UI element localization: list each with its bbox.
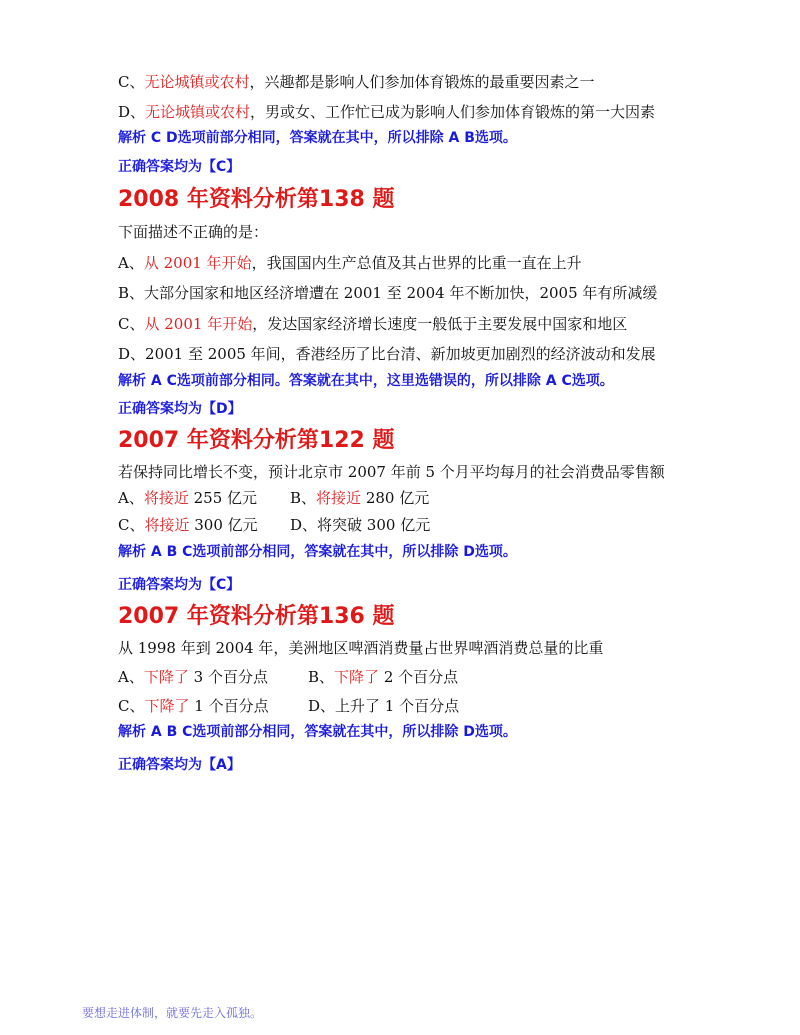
- option-text: 300 亿元: [189, 516, 258, 534]
- highlight-text: 从 2001 年开始: [144, 315, 253, 333]
- option-d-line: [118, 102, 655, 122]
- option-text: 255 亿元: [188, 489, 258, 507]
- option-label: D、: [118, 103, 146, 121]
- option-d: D、将突破 300 亿元: [290, 516, 431, 534]
- highlight-text: 从 2001 年开始: [143, 254, 252, 272]
- option-label: B、: [308, 668, 335, 686]
- highlight-text: 下降了: [334, 668, 380, 686]
- option-label: C、: [118, 516, 145, 534]
- analysis-text: 解析 C D选项前部分相同，答案就在其中，所以排除 A B选项。: [118, 130, 517, 146]
- option-a-line: [118, 253, 582, 273]
- option-row: [118, 488, 430, 508]
- highlight-text: 无论城镇或农村: [144, 73, 250, 91]
- answer-text: 正确答案均为【C】: [118, 577, 241, 593]
- option-label: B、: [290, 489, 317, 507]
- option-b: [290, 488, 429, 508]
- option-label: C、: [118, 73, 145, 91]
- page-footer: 要想走进体制，就要先走入孤独。: [82, 1006, 263, 1020]
- analysis-text: 解析 A B C选项前部分相同，答案就在其中，所以排除 D选项。: [118, 544, 517, 560]
- option-label: C、: [118, 315, 145, 333]
- option-b-line: B、大部分国家和地区经济增遭在 2001 至 2004 年不断加快，2005 年有所减缓: [118, 284, 658, 302]
- option-label: A、: [118, 254, 144, 272]
- option-label: A、: [118, 668, 144, 686]
- question-text: 下面描述不正确的是：: [118, 223, 269, 241]
- highlight-text: 无论城镇或农村: [145, 103, 251, 121]
- option-text: 3 个百分点: [188, 668, 268, 686]
- option-label: A、: [118, 489, 144, 507]
- highlight-text: 将接近: [143, 489, 189, 507]
- highlight-text: 下降了: [143, 668, 189, 686]
- highlight-text: 下降了: [144, 697, 190, 715]
- question-text: 若保持同比增长不变，预计北京市 2007 年前 5 个月平均每月的社会消费品零售额: [118, 463, 665, 481]
- option-label: C、: [118, 697, 145, 715]
- option-c-line: [118, 314, 627, 334]
- option-text: 2 个百分点: [379, 668, 459, 686]
- option-text: ，男或女、工作忙已成为影响人们参加体育锻炼的第一大因素: [250, 103, 656, 121]
- option-text: 1 个百分点: [189, 697, 269, 715]
- highlight-text: 将接近: [144, 516, 190, 534]
- question-heading: 2007 年资料分析第122 题: [118, 428, 395, 453]
- answer-text: 正确答案均为【C】: [118, 159, 241, 175]
- option-text: ，我国国内生产总值及其占世界的比重一直在上升: [251, 254, 582, 272]
- question-heading: 2008 年资料分析第138 题: [118, 187, 395, 212]
- highlight-text: 将接近: [316, 489, 362, 507]
- option-d-line: D、2001 至 2005 年间，香港经历了比台清、新加坡更加剧烈的经济波动和发展: [118, 345, 656, 363]
- option-text: ，兴趣都是影响人们参加体育锻炼的最重要因素之一: [249, 73, 595, 91]
- option-row: [118, 667, 459, 687]
- analysis-text: 解析 A B C选项前部分相同，答案就在其中，所以排除 D选项。: [118, 724, 517, 740]
- question-text: 从 1998 年到 2004 年，美洲地区啤酒消费量占世界啤酒消费总量的比重: [118, 639, 604, 657]
- answer-text: 正确答案均为【A】: [118, 757, 241, 773]
- option-d: D、上升了 1 个百分点: [308, 697, 460, 715]
- question-heading: 2007 年资料分析第136 题: [118, 604, 395, 629]
- analysis-text: 解析 A C选项前部分相同。答案就在其中，这里选错误的，所以排除 A C选项。: [118, 373, 614, 389]
- option-row: [118, 696, 460, 716]
- option-text: 280 亿元: [361, 489, 430, 507]
- option-text: ，发达国家经济增长速度一般低于主要发展中国家和地区: [252, 315, 628, 333]
- answer-text: 正确答案均为【D】: [118, 401, 242, 417]
- option-row: [118, 515, 431, 535]
- option-b: [308, 667, 458, 687]
- option-c-line: [118, 72, 595, 92]
